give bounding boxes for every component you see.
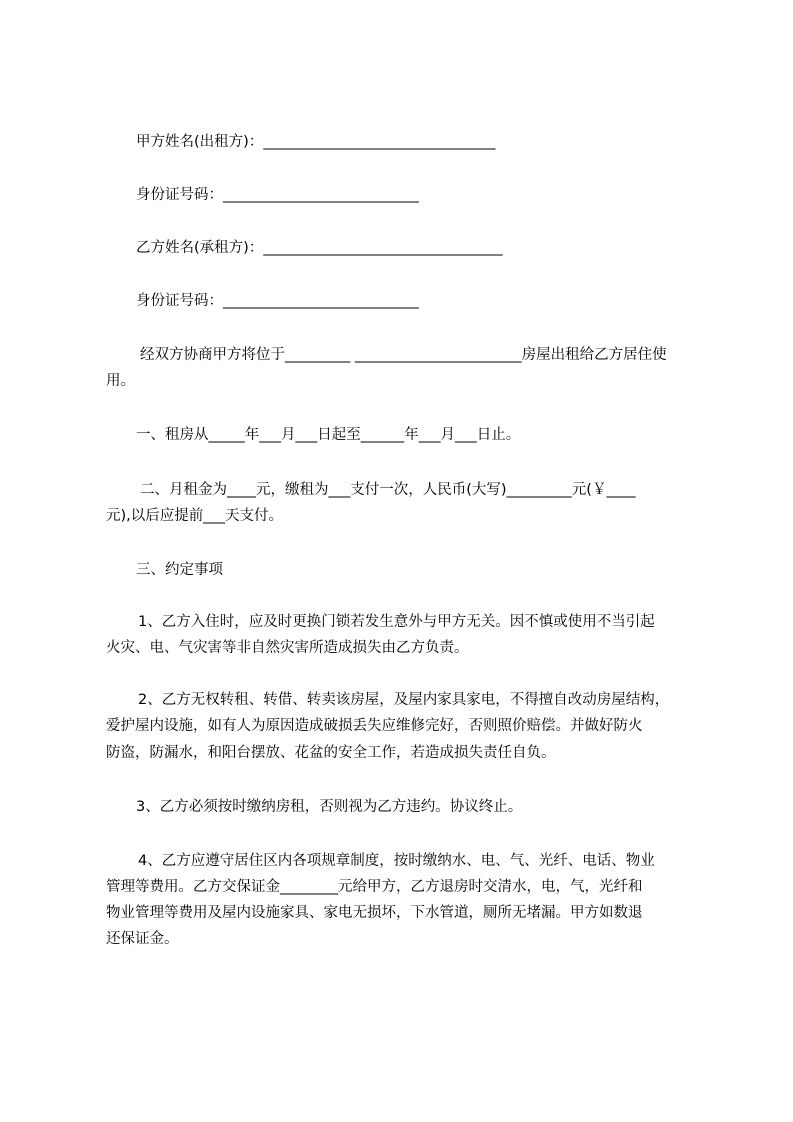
party-a-name-field: 甲方姓名(出租方)：________________________________ bbox=[136, 134, 496, 150]
item-4-line-2: 管理等费用。乙方交保证金________元给甲方，乙方退房时交清水，电，气，光纤和 bbox=[106, 879, 643, 895]
section-3-title: 三、约定事项 bbox=[136, 562, 223, 578]
item-2-line-2: 爱护屋内设施，如有人为原因造成破损丢失应维修完好，否则照价赔偿。并做好防火 bbox=[106, 718, 643, 734]
item-1-line-2: 火灾、电、气灾害等非自然灾害所造成损失由乙方负责。 bbox=[106, 640, 469, 656]
party-b-name-field: 乙方姓名(承租方)：_________________________________ bbox=[136, 240, 503, 256]
item-2-line-3: 防盗，防漏水，和阳台摆放、花盆的安全工作，若造成损失责任自负。 bbox=[106, 745, 556, 761]
party-a-id-field: 身份证号码：___________________________ bbox=[136, 187, 419, 203]
item-4-line-3: 物业管理等费用及屋内设施家具、家电无损坏，下水管道，厕所无堵漏。甲方如数退 bbox=[106, 905, 643, 921]
clause-2-line-1: 二、月租金为____元，缴租为___支付一次，人民币(大写)_________元(￥____ bbox=[140, 482, 636, 498]
clause-2-line-2: 元),以后应提前___天支付。 bbox=[106, 508, 284, 524]
party-b-id-field: 身份证号码：___________________________ bbox=[136, 293, 419, 309]
item-4-line-1: 4、乙方应遵守居住区内各项规章制度，按时缴纳水、电、气、光纤、电话、物业 bbox=[138, 853, 655, 869]
item-2-line-1: 2、乙方无权转租、转借、转卖该房屋，及屋内家具家电，不得擅自改动房屋结构， bbox=[138, 692, 670, 708]
intro-line-2: 用。 bbox=[106, 373, 135, 389]
item-4-line-4: 还保证金。 bbox=[106, 931, 179, 947]
item-3-line: 3、乙方必须按时缴纳房租，否则视为乙方违约。协议终止。 bbox=[136, 799, 523, 815]
intro-line-1: 经双方协商甲方将位于_________ _______________________房屋出租给乙方居住使 bbox=[140, 347, 667, 363]
clause-1-lease-term: 一、租房从_____年___月___日起至______年___月___日止。 bbox=[136, 427, 521, 443]
item-1-line-1: 1、乙方入住时，应及时更换门锁若发生意外与甲方无关。因不慎或使用不当引起 bbox=[138, 614, 655, 630]
